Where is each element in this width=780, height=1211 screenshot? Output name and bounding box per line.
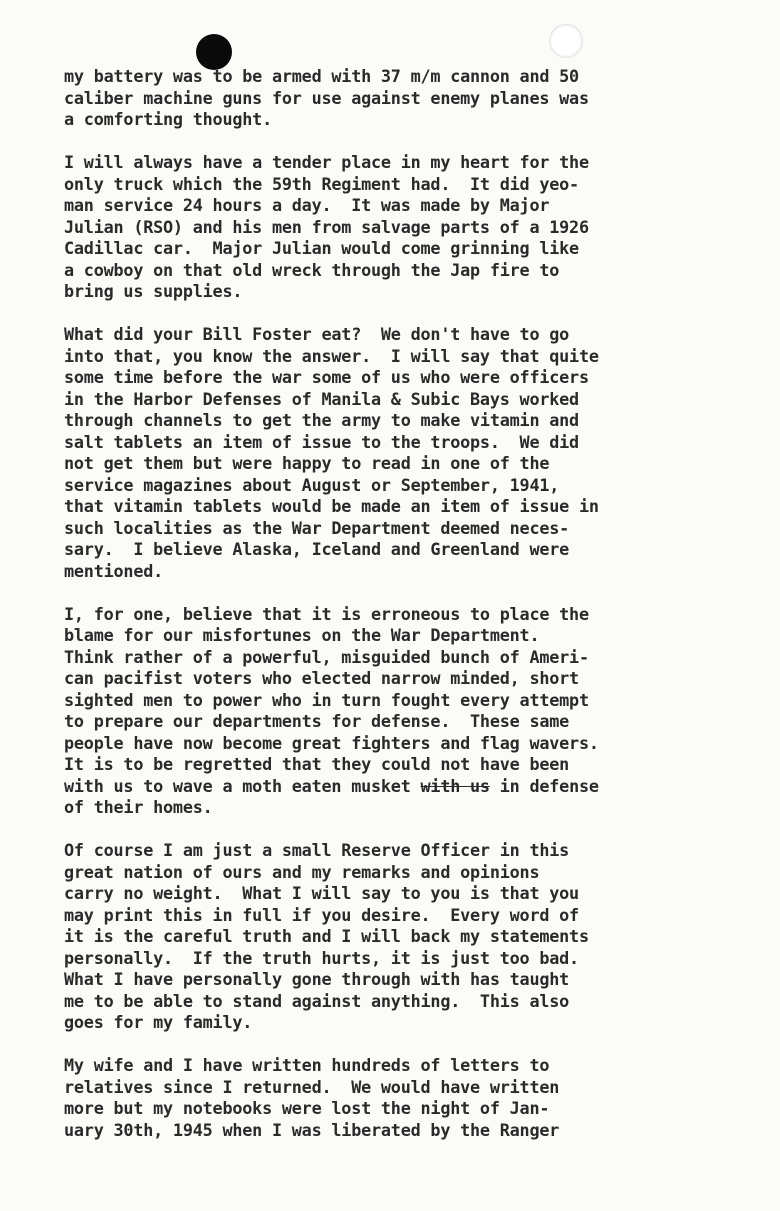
text-line: some time before the war some of us who were officers xyxy=(64,367,589,387)
paragraph-3 xyxy=(64,324,764,582)
text-line: great nation of ours and my remarks and opinions xyxy=(64,861,540,882)
line-before-strike: with us to wave a moth eaten musket xyxy=(64,775,421,796)
text-line: personally. If the truth hurts, it is just too bad. xyxy=(64,947,579,968)
text-line: only truck which the 59th Regiment had. It did yeo- xyxy=(64,173,579,194)
text-line: a cowboy on that old wreck through the Jap fire to xyxy=(64,259,560,280)
text-line: it is the careful truth and I will back my statements xyxy=(64,926,589,946)
text-line: to prepare our departments for defense. These same xyxy=(64,711,570,731)
text-line: may print this in full if you desire. Every word of xyxy=(64,904,579,925)
punch-hole-dark xyxy=(196,34,232,70)
text-line: Cadillac car. Major Julian would come grinning like xyxy=(64,238,579,258)
text-line-with-strikethrough xyxy=(64,776,764,798)
text-line: Julian (RSO) and his men from salvage parts of a 1926 xyxy=(64,216,589,237)
text-line: What I have personally gone through with has taught xyxy=(64,969,570,989)
paragraph-2 xyxy=(64,152,764,303)
text-line: What did your Bill Foster eat? We don't have to go xyxy=(64,324,570,344)
document-body xyxy=(64,66,764,1163)
text-line: into that, you know the answer. I will say that quite xyxy=(64,345,599,366)
text-line: that vitamin tablets would be made an item of issue in xyxy=(64,496,599,516)
text-line: mentioned. xyxy=(64,560,164,581)
text-line: My wife and I have written hundreds of letters to xyxy=(64,1055,550,1075)
paragraph-6 xyxy=(64,1055,764,1141)
text-line: my battery was to be armed with 37 m/m cannon and 50 xyxy=(64,66,579,86)
text-line: Think rather of a powerful, misguided bunch of Ameri- xyxy=(64,646,589,667)
text-line: uary 30th, 1945 when I was liberated by the Ranger xyxy=(64,1119,560,1140)
punch-hole-light xyxy=(549,24,583,58)
text-line: sighted men to power who in turn fought every attempt xyxy=(64,689,589,710)
text-line: carry no weight. What I will say to you is that you xyxy=(64,883,579,903)
text-line: through channels to get the army to make vitamin and xyxy=(64,410,579,430)
text-line: me to be able to stand against anything. This also xyxy=(64,990,570,1011)
text-line: I, for one, believe that it is erroneous to place the xyxy=(64,603,589,624)
text-line: I will always have a tender place in my heart for the xyxy=(64,152,589,172)
text-line: salt tablets an item of issue to the troops. We did xyxy=(64,431,579,452)
text-line: people have now become great fighters and flag wavers. xyxy=(64,732,599,753)
paragraph-5 xyxy=(64,840,764,1034)
text-line: such localities as the War Department deemed neces- xyxy=(64,517,570,538)
text-line: of their homes. xyxy=(64,797,213,817)
text-line: relatives since I returned. We would have written xyxy=(64,1076,560,1097)
text-line: bring us supplies. xyxy=(64,281,243,301)
paragraph-1 xyxy=(64,66,764,131)
paragraph-4 xyxy=(64,604,764,819)
text-line: sary. I believe Alaska, Iceland and Greenland were xyxy=(64,539,570,559)
text-line: caliber machine guns for use against enemy planes was xyxy=(64,87,589,108)
text-line: a comforting thought. xyxy=(64,109,272,129)
text-line: man service 24 hours a day. It was made by Major xyxy=(64,195,550,215)
text-line: Of course I am just a small Reserve Officer in this xyxy=(64,840,570,860)
text-line: blame for our misfortunes on the War Department. xyxy=(64,625,540,645)
text-line: not get them but were happy to read in one of the xyxy=(64,453,550,473)
line-after-strike: in defense xyxy=(489,775,599,796)
text-line: can pacifist voters who elected narrow minded, short xyxy=(64,668,579,688)
text-line: goes for my family. xyxy=(64,1012,253,1032)
text-line: service magazines about August or September, 1941, xyxy=(64,474,560,495)
text-line: It is to be regretted that they could not have been xyxy=(64,754,570,774)
text-line: more but my notebooks were lost the night of Jan- xyxy=(64,1098,550,1118)
struck-text: with us xyxy=(420,775,490,796)
text-line: in the Harbor Defenses of Manila & Subic Bays worked xyxy=(64,388,579,409)
